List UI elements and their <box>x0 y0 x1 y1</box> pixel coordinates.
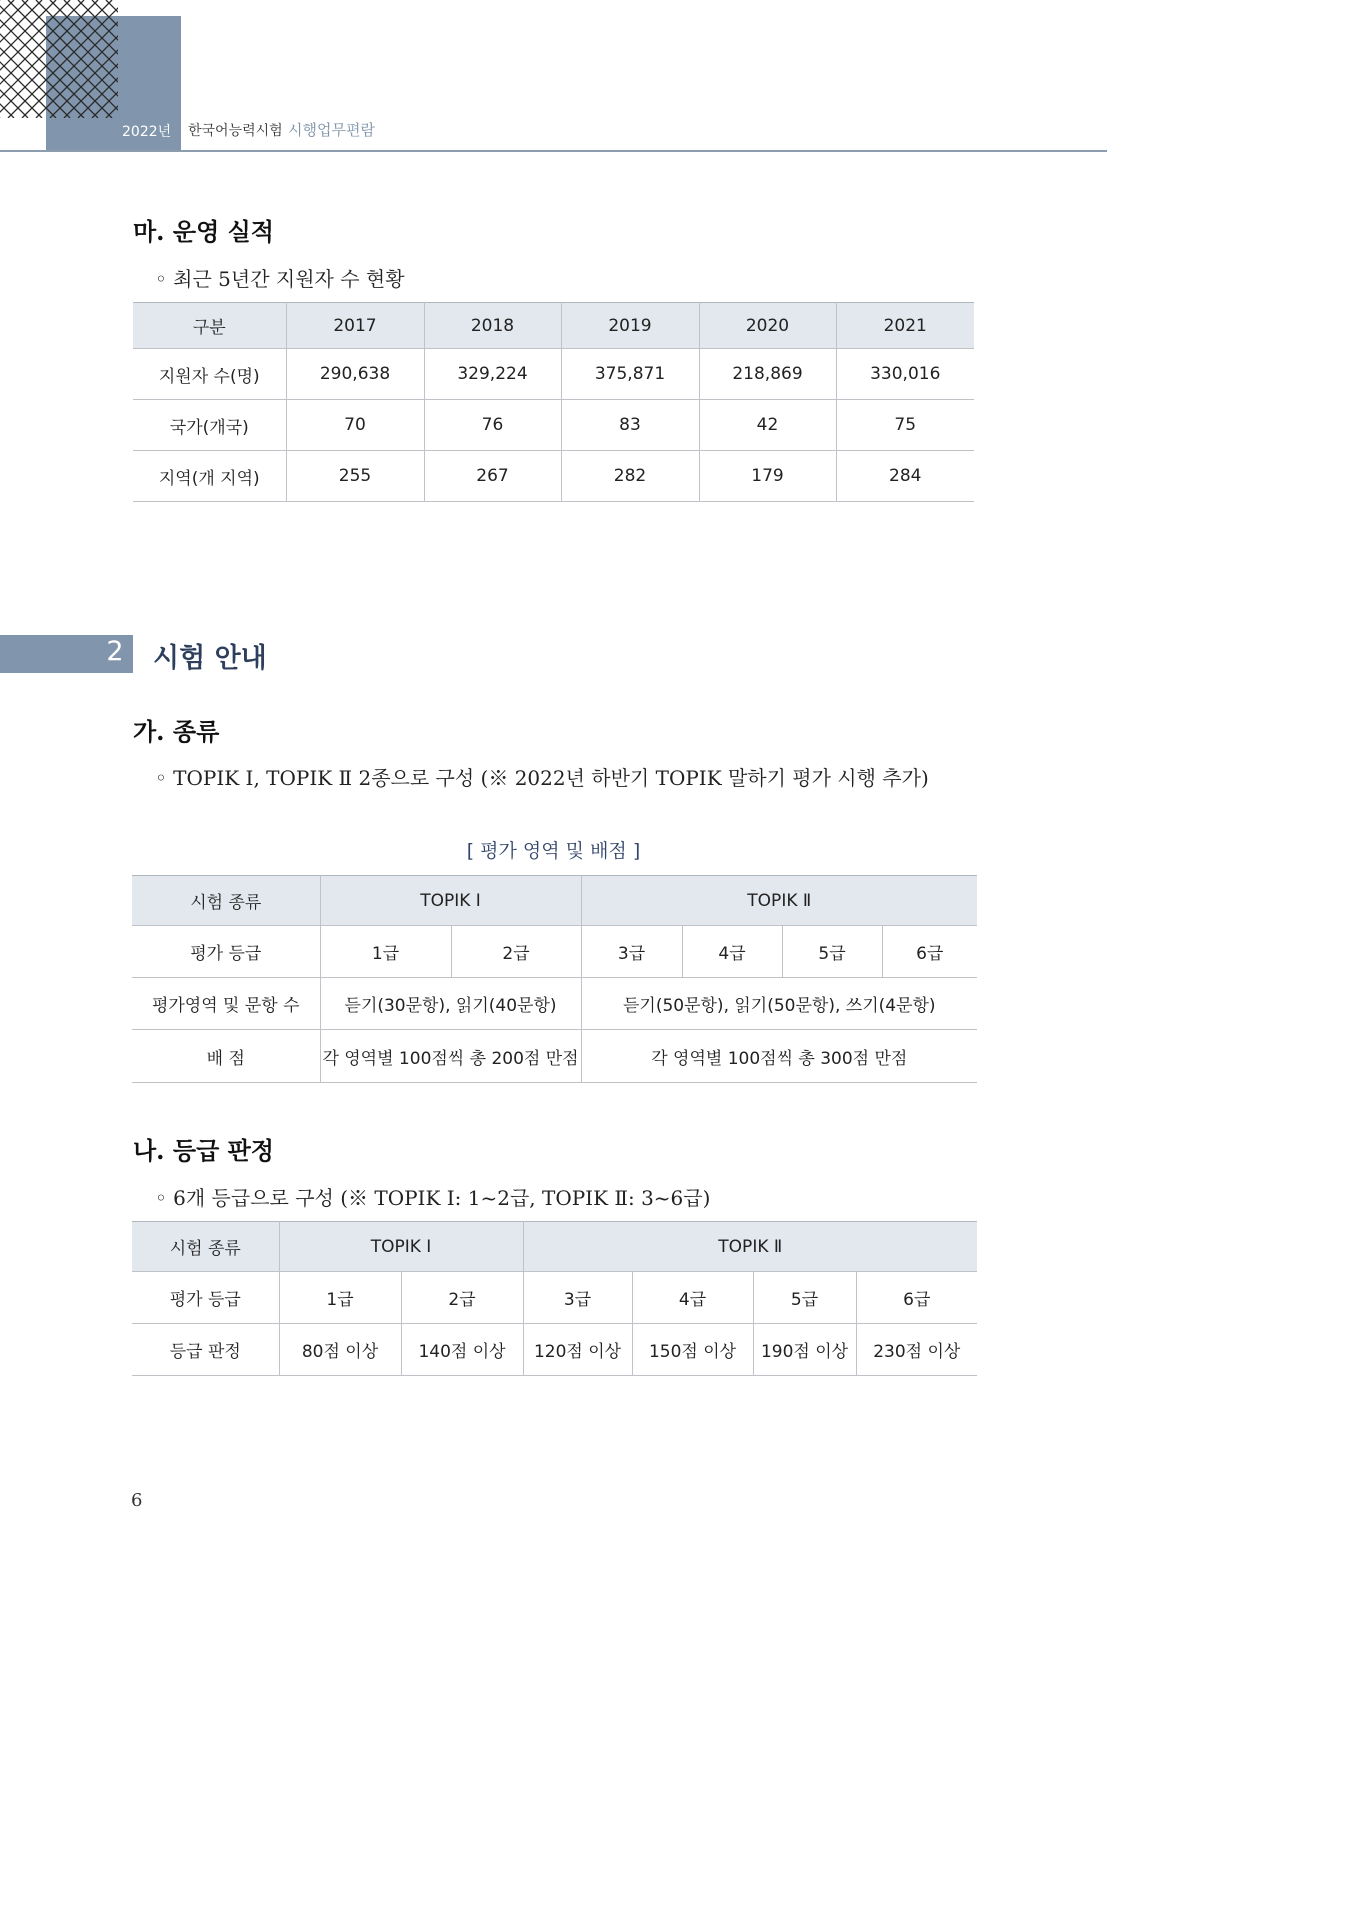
table-row <box>132 1324 977 1376</box>
heading-types: 가. 종류 <box>133 717 220 746</box>
table-header-row <box>133 303 974 349</box>
page-number: 6 <box>131 1490 143 1511</box>
table-header-cell: 2021 <box>836 303 974 349</box>
section-number: 2 <box>106 636 124 667</box>
score-cell: 190점 이상 <box>753 1324 856 1376</box>
row-label: 평가영역 및 문항 수 <box>132 978 320 1030</box>
grade-cell: 1급 <box>320 926 451 978</box>
bullet-types: ◦ TOPIK Ⅰ, TOPIK Ⅱ 2종으로 구성 (※ 2022년 하반기 TOPIK 말하기 평가 시행 추가) <box>155 766 929 790</box>
table-row <box>133 451 974 502</box>
table-header-cell: 2020 <box>699 303 836 349</box>
grade-cell: 4급 <box>632 1272 753 1324</box>
topik2-header: TOPIK Ⅱ <box>523 1222 977 1272</box>
header-lattice-pattern <box>0 0 118 118</box>
table-cell: 179 <box>699 451 836 502</box>
table-row <box>132 1030 977 1083</box>
header-rule <box>0 150 1107 152</box>
row-label: 지원자 수(명) <box>133 349 286 400</box>
table-row <box>132 978 977 1030</box>
grade-cell: 2급 <box>401 1272 523 1324</box>
table-cell: 284 <box>836 451 974 502</box>
header-year: 2022년 <box>122 124 172 140</box>
bullet-applicants: ◦ 최근 5년간 지원자 수 현황 <box>155 267 405 291</box>
table-row <box>132 1272 977 1324</box>
topik1-header: TOPIK Ⅰ <box>279 1222 523 1272</box>
row-label: 평가 등급 <box>132 926 320 978</box>
section-title: 시험 안내 <box>153 643 267 674</box>
table-cell: 375,871 <box>561 349 699 400</box>
score-cell: 230점 이상 <box>856 1324 977 1376</box>
table-cell: 267 <box>424 451 561 502</box>
table-cell: 282 <box>561 451 699 502</box>
table-cell: 218,869 <box>699 349 836 400</box>
row-label: 시험 종류 <box>132 1222 279 1272</box>
table-header-row <box>132 1222 977 1272</box>
table-header-row <box>132 876 977 926</box>
row-label: 지역(개 지역) <box>133 451 286 502</box>
table-header-cell: 구분 <box>133 303 286 349</box>
topik2-header: TOPIK Ⅱ <box>581 876 977 926</box>
score-cell: 80점 이상 <box>279 1324 401 1376</box>
grade-cell: 5급 <box>782 926 882 978</box>
table-cell: 83 <box>561 400 699 451</box>
evaluation-table <box>132 875 977 1083</box>
topik1-header: TOPIK Ⅰ <box>320 876 581 926</box>
topik1-areas: 듣기(30문항), 읽기(40문항) <box>320 978 581 1030</box>
bullet-grades: ◦ 6개 등급으로 구성 (※ TOPIK Ⅰ: 1~2급, TOPIK Ⅱ: 3~6급) <box>155 1186 711 1210</box>
row-label: 시험 종류 <box>132 876 320 926</box>
table-cell: 255 <box>286 451 424 502</box>
heading-grade-judgment: 나. 등급 판정 <box>133 1136 274 1165</box>
row-label: 등급 판정 <box>132 1324 279 1376</box>
table-cell: 42 <box>699 400 836 451</box>
applicants-table <box>133 302 974 502</box>
table-header-cell: 2019 <box>561 303 699 349</box>
topik1-score: 각 영역별 100점씩 총 200점 만점 <box>320 1030 581 1083</box>
row-label: 배 점 <box>132 1030 320 1083</box>
row-label: 국가(개국) <box>133 400 286 451</box>
table-cell: 329,224 <box>424 349 561 400</box>
grade-cell: 3급 <box>581 926 682 978</box>
grade-cell: 5급 <box>753 1272 856 1324</box>
grade-cell: 2급 <box>451 926 581 978</box>
table-caption: [ 평가 영역 및 배점 ] <box>466 840 641 862</box>
table-cell: 290,638 <box>286 349 424 400</box>
grade-cell: 6급 <box>882 926 977 978</box>
table-row <box>132 926 977 978</box>
score-cell: 140점 이상 <box>401 1324 523 1376</box>
table-cell: 330,016 <box>836 349 974 400</box>
table-row <box>133 349 974 400</box>
table-header-cell: 2018 <box>424 303 561 349</box>
table-header-cell: 2017 <box>286 303 424 349</box>
table-cell: 70 <box>286 400 424 451</box>
row-label: 평가 등급 <box>132 1272 279 1324</box>
header-title: 한국어능력시험 <box>188 123 283 139</box>
table-cell: 75 <box>836 400 974 451</box>
heading-operation-results: 마. 운영 실적 <box>133 217 274 246</box>
grade-table <box>132 1221 977 1376</box>
grade-cell: 6급 <box>856 1272 977 1324</box>
score-cell: 120점 이상 <box>523 1324 632 1376</box>
topik2-score: 각 영역별 100점씩 총 300점 만점 <box>581 1030 977 1083</box>
grade-cell: 4급 <box>682 926 782 978</box>
table-row <box>133 400 974 451</box>
header-subtitle: 시행업무편람 <box>288 121 375 139</box>
topik2-areas: 듣기(50문항), 읽기(50문항), 쓰기(4문항) <box>581 978 977 1030</box>
score-cell: 150점 이상 <box>632 1324 753 1376</box>
grade-cell: 1급 <box>279 1272 401 1324</box>
table-cell: 76 <box>424 400 561 451</box>
grade-cell: 3급 <box>523 1272 632 1324</box>
